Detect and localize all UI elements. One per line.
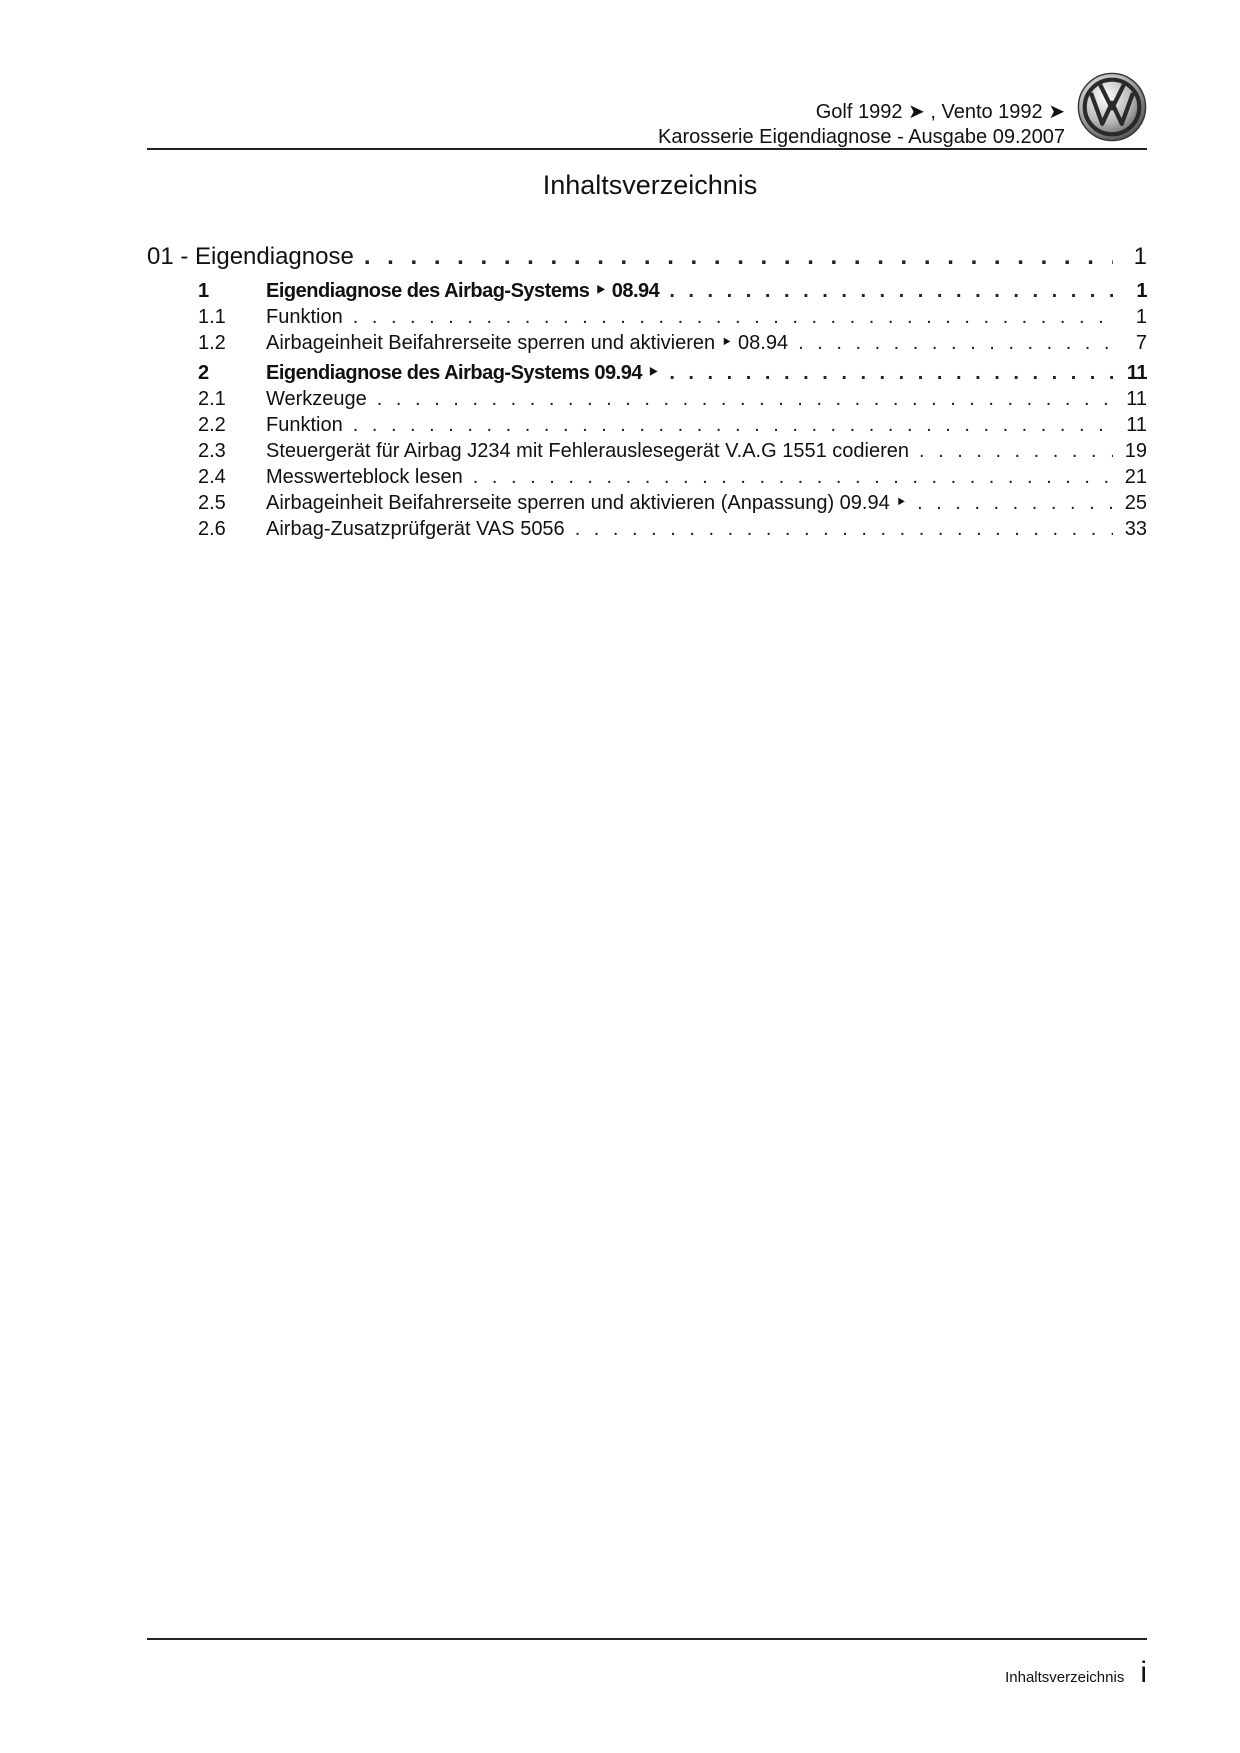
table-of-contents <box>147 240 1147 542</box>
toc-row-number: 1 <box>198 280 209 302</box>
header-text <box>658 100 1065 150</box>
toc-row-number: 2.1 <box>198 388 226 410</box>
toc-row-page: 11 <box>1126 388 1147 410</box>
toc-leader-dots <box>473 464 1113 490</box>
toc-row-1-1[interactable] <box>147 304 1147 330</box>
toc-row-page: 33 <box>1124 518 1147 540</box>
page-title: Inhaltsverzeichnis <box>542 170 758 200</box>
toc-row-page: 25 <box>1124 492 1147 514</box>
toc-leader-dots <box>669 278 1113 304</box>
toc-row-2-3[interactable] <box>147 438 1147 464</box>
toc-leader-dots <box>364 240 1113 274</box>
toc-row-2-4[interactable] <box>147 464 1147 490</box>
header-divider <box>147 148 1147 150</box>
toc-leader-dots <box>798 330 1113 356</box>
footer-label: Inhaltsverzeichnis <box>1005 1669 1125 1686</box>
toc-leader-dots <box>669 360 1113 386</box>
toc-row-label: Funktion <box>266 306 343 328</box>
toc-row-label: Werkzeuge <box>266 388 367 410</box>
toc-leader-dots <box>353 304 1113 330</box>
toc-row-2-5[interactable] <box>147 490 1147 516</box>
toc-chapter-row[interactable] <box>147 240 1147 274</box>
toc-row-label: Steuergerät für Airbag J234 mit Fehlerauslesegerät V.A.G 1551 codieren <box>266 440 909 462</box>
toc-chapter-label: 01 - Eigendiagnose <box>147 243 354 270</box>
toc-row-number: 2 <box>198 362 209 384</box>
toc-leader-dots <box>353 412 1113 438</box>
vw-logo-icon <box>1077 72 1147 142</box>
header-edition-line: Karosserie Eigendiagnose - Ausgabe 09.2007 <box>658 126 1065 148</box>
page-footer <box>1005 1656 1147 1690</box>
toc-row-page: 7 <box>1135 332 1147 354</box>
toc-chapter-page: 1 <box>1133 243 1147 270</box>
toc-row-label: Airbageinheit Beifahrerseite sperren und aktivieren (Anpassung) 09.94 ‣ <box>266 492 908 514</box>
toc-leader-dots <box>377 386 1113 412</box>
toc-row-number: 2.5 <box>198 492 226 514</box>
toc-leader-dots <box>919 438 1113 464</box>
toc-row-page: 19 <box>1124 440 1147 462</box>
toc-row-1[interactable] <box>147 278 1147 304</box>
toc-row-number: 1.1 <box>198 306 226 328</box>
toc-row-label: Eigendiagnose des Airbag-Systems ‣ 08.94 <box>266 280 660 302</box>
toc-row-page: 21 <box>1124 466 1147 488</box>
toc-row-label: Airbageinheit Beifahrerseite sperren und aktivieren ‣ 08.94 <box>266 332 789 354</box>
toc-row-number: 1.2 <box>198 332 226 354</box>
toc-leader-dots <box>917 490 1113 516</box>
toc-row-page: 1 <box>1135 306 1147 328</box>
toc-row-2[interactable] <box>147 360 1147 386</box>
toc-row-label: Airbag-Zusatzprüfgerät VAS 5056 <box>266 518 565 540</box>
toc-row-number: 2.6 <box>198 518 226 540</box>
page-header <box>147 62 1147 154</box>
toc-row-label: Messwerteblock lesen <box>266 466 463 488</box>
toc-row-2-2[interactable] <box>147 412 1147 438</box>
footer-page-number: i <box>1140 1656 1147 1689</box>
toc-row-number: 2.2 <box>198 414 226 436</box>
toc-leader-dots <box>575 516 1113 542</box>
toc-row-page: 11 <box>1126 414 1147 436</box>
toc-row-page: 11 <box>1126 362 1147 384</box>
footer-divider <box>147 1638 1147 1640</box>
toc-row-label: Funktion <box>266 414 343 436</box>
toc-row-page: 1 <box>1136 280 1147 302</box>
toc-row-number: 2.3 <box>198 440 226 462</box>
toc-row-1-2[interactable] <box>147 330 1147 356</box>
header-model-line: Golf 1992 ➤ , Vento 1992 ➤ <box>815 101 1065 123</box>
toc-row-number: 2.4 <box>198 466 226 488</box>
toc-row-2-1[interactable] <box>147 386 1147 412</box>
toc-row-label: Eigendiagnose des Airbag-Systems 09.94 ‣ <box>266 362 660 384</box>
toc-row-2-6[interactable] <box>147 516 1147 542</box>
